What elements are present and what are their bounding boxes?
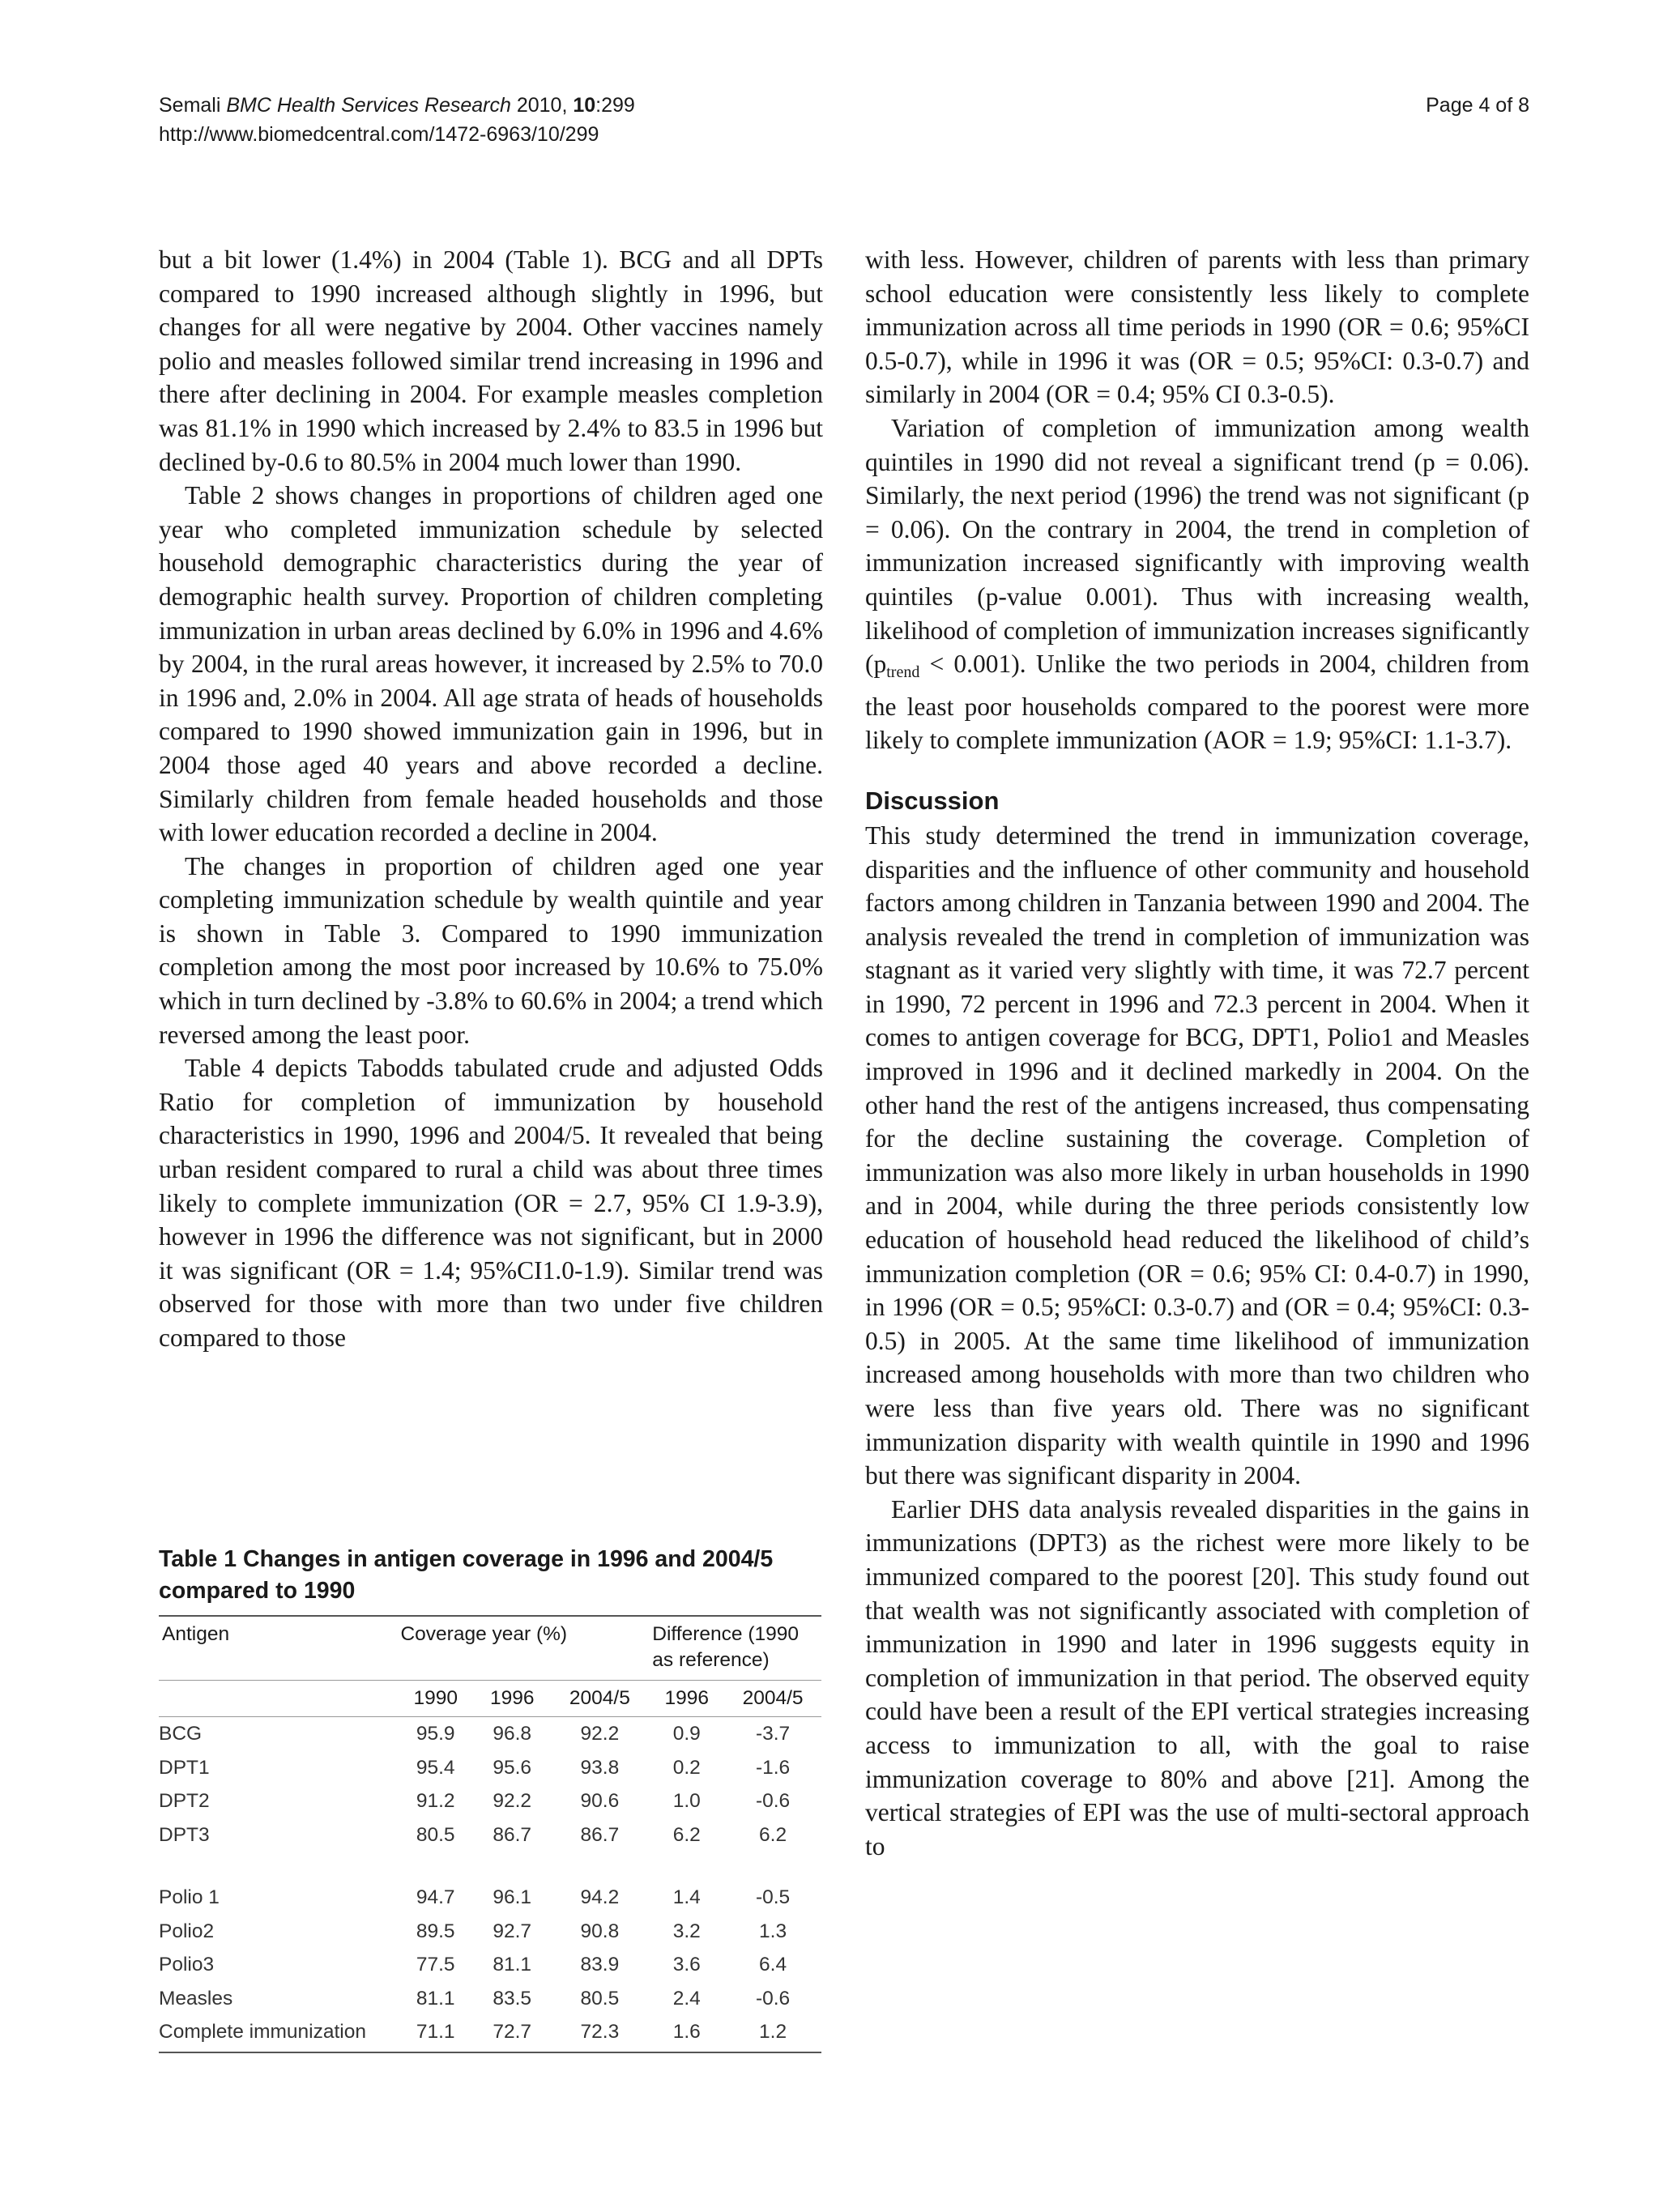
subscript-trend: trend <box>886 663 920 682</box>
paragraph: Earlier DHS data analysis revealed disparities in the gains in immunizations (DPT3) as the richest were more likely to be immunized compared to the poorest [20]. This study found out that wealth was not significantly associated with completion of immunization in 1990 and later in 1996 suggests equity in completion of immunization in that period. The observed equity could have been a result of the EPI vertical strategies increasing access to immunization to all, with the goal to raise immunization coverage to 80% and above [21]. Among the vertical strategies of EPI was the use of multi-sectoral approach to <box>865 1494 1529 1860</box>
paragraph-text: Variation of completion of immunization among wealth quintiles in 1990 did not reveal a significant trend (p = 0.06). Similarly, the next period (1996) the trend was not significant (p = 0.06). On the contrary in 2004, the trend in completion of immunization increased significantly with improving wealth quintiles (p-value 0.001). Thus with increasing wealth, likelihood of completion of immunization increases significantly (p <box>865 413 1529 679</box>
citation-volume: 10 <box>573 94 596 117</box>
antigen-name-cell: Measles <box>159 1987 233 2010</box>
table-spacer-row <box>159 1852 821 1881</box>
spacer-cell <box>159 1852 821 1881</box>
antigen-name-cell: Polio2 <box>159 1920 215 1942</box>
value-cell: 96.8 <box>493 1723 532 1745</box>
antigen-name-cell: DPT3 <box>159 1823 210 1846</box>
value-cell: -0.6 <box>755 1790 791 1812</box>
value-cell: 72.3 <box>550 2015 649 2052</box>
table-caption: Table 1 Changes in antigen coverage in 1996 and 2004/5 compared to 1990 <box>159 1546 774 1604</box>
subheader-cell: 1990 <box>397 1681 473 1717</box>
citation-author: Semali <box>159 94 221 117</box>
page-number: Page 4 of 8 <box>1426 94 1529 117</box>
value-cell: 72.7 <box>474 2015 550 2052</box>
value-cell: 6.2 <box>672 1823 701 1846</box>
value-cell: 0.2 <box>672 1756 701 1779</box>
value-cell: 0.9 <box>672 1723 701 1745</box>
value-cell: -3.7 <box>755 1723 791 1745</box>
paragraph-text: < 0.001). Unlike the two periods in 2004, children from the least poor households compared to the poorest were more likely to complete immunization (AOR = 1.9; 95%CI: 1.1-3.7). <box>865 650 1529 755</box>
value-cell: 89.5 <box>416 1920 455 1942</box>
value-cell: 94.7 <box>416 1886 455 1908</box>
value-cell: 1.3 <box>759 1920 787 1942</box>
value-cell: 95.9 <box>416 1723 455 1745</box>
right-column <box>865 243 1529 1863</box>
value-cell: 90.8 <box>580 1920 620 1942</box>
citation-article: :299 <box>595 94 635 117</box>
subheader-cell: 2004/5 <box>550 1681 649 1717</box>
antigen-name-cell: Complete immunization <box>159 2015 397 2052</box>
paragraph: Table 4 depicts Tabodds tabulated crude and adjusted Odds Ratio for completion of immunization by household characteristics in 1990, 1996 and 2004/5. It revealed that being urban resident compared to rural a child was about three times likely to complete immunization (OR = 2.7, 95% CI 1.9-3.9), however in 1996 the difference was not significant, but in 2000 it was significant (OR = 1.4; 95%CI1.0-1.9). Similar trend was observed for those with more than two under five children compared to those <box>159 1054 823 1352</box>
page-header <box>159 91 1529 149</box>
value-cell: 96.1 <box>493 1886 532 1908</box>
citation-line <box>159 91 1529 120</box>
value-cell: 81.1 <box>416 1987 455 2010</box>
value-cell: 94.2 <box>580 1886 620 1908</box>
value-cell: -1.6 <box>755 1756 791 1779</box>
value-cell: 6.4 <box>759 1954 787 1975</box>
value-cell: 1.2 <box>724 2015 821 2052</box>
subheader-cell: 1996 <box>474 1681 550 1717</box>
value-cell: 92.7 <box>493 1920 532 1942</box>
antigen-name-cell: DPT1 <box>159 1756 210 1779</box>
table-row <box>159 1784 821 1818</box>
value-cell: 92.2 <box>580 1723 620 1745</box>
left-column <box>159 243 823 1355</box>
value-cell: 81.1 <box>493 1954 532 1975</box>
value-cell: 91.2 <box>416 1790 455 1812</box>
subheader-cell: 1996 <box>649 1681 724 1717</box>
paragraph: This study determined the trend in immunization coverage, disparities and the influence of other community and household factors among children in Tanzania between 1990 and 2004. The analysis revealed the trend in completion of immunization was stagnant as it varied very slightly with time, it was 72.7 percent in 1990, 72 percent in 1996 and 72.3 percent in 2004. When it comes to antigen coverage for BCG, DPT1, Polio1 and Measles improved in 1996 and it declined markedly in 2004. On the other hand the rest of the antigens increased, thus compensating for the decline sustaining the coverage. Completion of immunization was also more likely in urban households in 1990 and in 2004, while during the three periods consistently low education of household head reduced the likelihood of child’s immunization completion (OR = 0.6; 95% CI: 0.4-0.7) in 1990, in 1996 (OR = 0.5; 95%CI: 0.3-0.7) and (OR = 0.4; 95%CI: 0.3-0.5) in 2005. At the same time likelihood of immunization increased among households with more than two children who were less than five years old. There was no significant immunization disparity with wealth quintile in 1990 and 1996 but there was significant disparity in 2004. <box>865 820 1529 1490</box>
value-cell: 2.4 <box>672 1987 701 2010</box>
subheader-cell: 2004/5 <box>724 1681 821 1717</box>
value-cell: 92.2 <box>493 1790 532 1812</box>
value-cell: 95.4 <box>416 1756 455 1779</box>
paragraph: with less. However, children of parents with less than primary school education were consistently less likely to complete immunization across all time periods in 1990 (OR = 0.6; 95%CI 0.5-0.7), while in 1996 it was (OR = 0.5; 95%CI: 0.3-0.7) and similarly in 2004 (OR = 0.4; 95% CI 0.3-0.5). <box>865 245 1529 409</box>
value-cell: 93.8 <box>580 1756 620 1779</box>
section-heading-discussion: Discussion <box>865 786 1000 815</box>
header-difference: Difference (1990 as reference) <box>649 1616 821 1681</box>
value-cell: 86.7 <box>580 1823 620 1846</box>
table-1 <box>159 1544 821 2053</box>
value-cell: 71.1 <box>397 2015 473 2052</box>
value-cell: 80.5 <box>580 1987 620 2010</box>
value-cell: 80.5 <box>416 1823 455 1846</box>
paragraph: but a bit lower (1.4%) in 2004 (Table 1). BCG and all DPTs compared to 1990 increased although slightly in 1996, but changes for all were negative by 2004. Other vaccines namely polio and measles followed similar trend increasing in 1996 and there after declining in 2004. For example measles completion was 81.1% in 1990 which increased by 2.4% to 83.5 in 1996 but declined by-0.6 to 80.5% in 2004 much lower than 1990. <box>159 245 823 476</box>
value-cell: 1.6 <box>649 2015 724 2052</box>
table-row <box>159 1881 821 1915</box>
citation-journal: BMC Health Services Research <box>226 94 511 117</box>
value-cell: 3.6 <box>672 1954 701 1975</box>
header-coverage: Coverage year (%) <box>397 1616 649 1681</box>
value-cell: 1.4 <box>672 1886 701 1908</box>
table-row <box>159 1818 821 1852</box>
value-cell: 86.7 <box>493 1823 532 1846</box>
table-row <box>159 1751 821 1785</box>
table-row <box>159 1982 821 2016</box>
value-cell: 83.5 <box>493 1987 532 2010</box>
value-cell: 3.2 <box>672 1920 701 1942</box>
value-cell: 6.2 <box>759 1823 787 1846</box>
antigen-name-cell: DPT2 <box>159 1790 210 1812</box>
citation-year: 2010, <box>516 94 568 117</box>
antigen-coverage-table <box>159 1615 821 2053</box>
antigen-name-cell: Polio3 <box>159 1954 215 1975</box>
value-cell: 95.6 <box>493 1756 532 1779</box>
antigen-name-cell: BCG <box>159 1723 203 1745</box>
value-cell: -0.6 <box>755 1987 791 2010</box>
header-empty <box>159 1681 397 1717</box>
value-cell: -0.5 <box>755 1886 791 1908</box>
header-antigen: Antigen <box>159 1616 397 1681</box>
paragraph <box>865 411 1529 757</box>
value-cell: 90.6 <box>580 1790 620 1812</box>
paragraph: Table 2 shows changes in proportions of children aged one year who completed immunization schedule by selected household demographic characteristics during the year of demographic health survey. Proportion of children completing immunization in urban areas declined by 6.0% in 1996 and 4.6% by 2004, in the rural areas however, it increased by 2.5% to 70.0 in 1996 and, 2.0% in 2004. All age strata of heads of households compared to 1990 showed immunization gain in 1996, but in 2004 those aged 40 years and above recorded a decline. Similarly children from female headed households and those with lower education recorded a decline in 2004. <box>159 481 823 847</box>
table-row <box>159 1915 821 1949</box>
paragraph: The changes in proportion of children aged one year completing immunization schedule by wealth quintile and year is shown in Table 3. Compared to 1990 immunization completion among the most poor increased by 10.6% to 75.0% which in turn declined by -3.8% to 60.6% in 2004; a trend which reversed among the least poor. <box>159 851 823 1049</box>
table-row <box>159 1717 821 1751</box>
value-cell: 83.9 <box>580 1954 620 1975</box>
value-cell: 77.5 <box>416 1954 455 1975</box>
table-row <box>159 2015 821 2052</box>
article-url[interactable]: http://www.biomedcentral.com/1472-6963/10/299 <box>159 123 599 146</box>
value-cell: 1.0 <box>672 1790 701 1812</box>
antigen-name-cell: Polio 1 <box>159 1886 220 1908</box>
table-row <box>159 1948 821 1982</box>
